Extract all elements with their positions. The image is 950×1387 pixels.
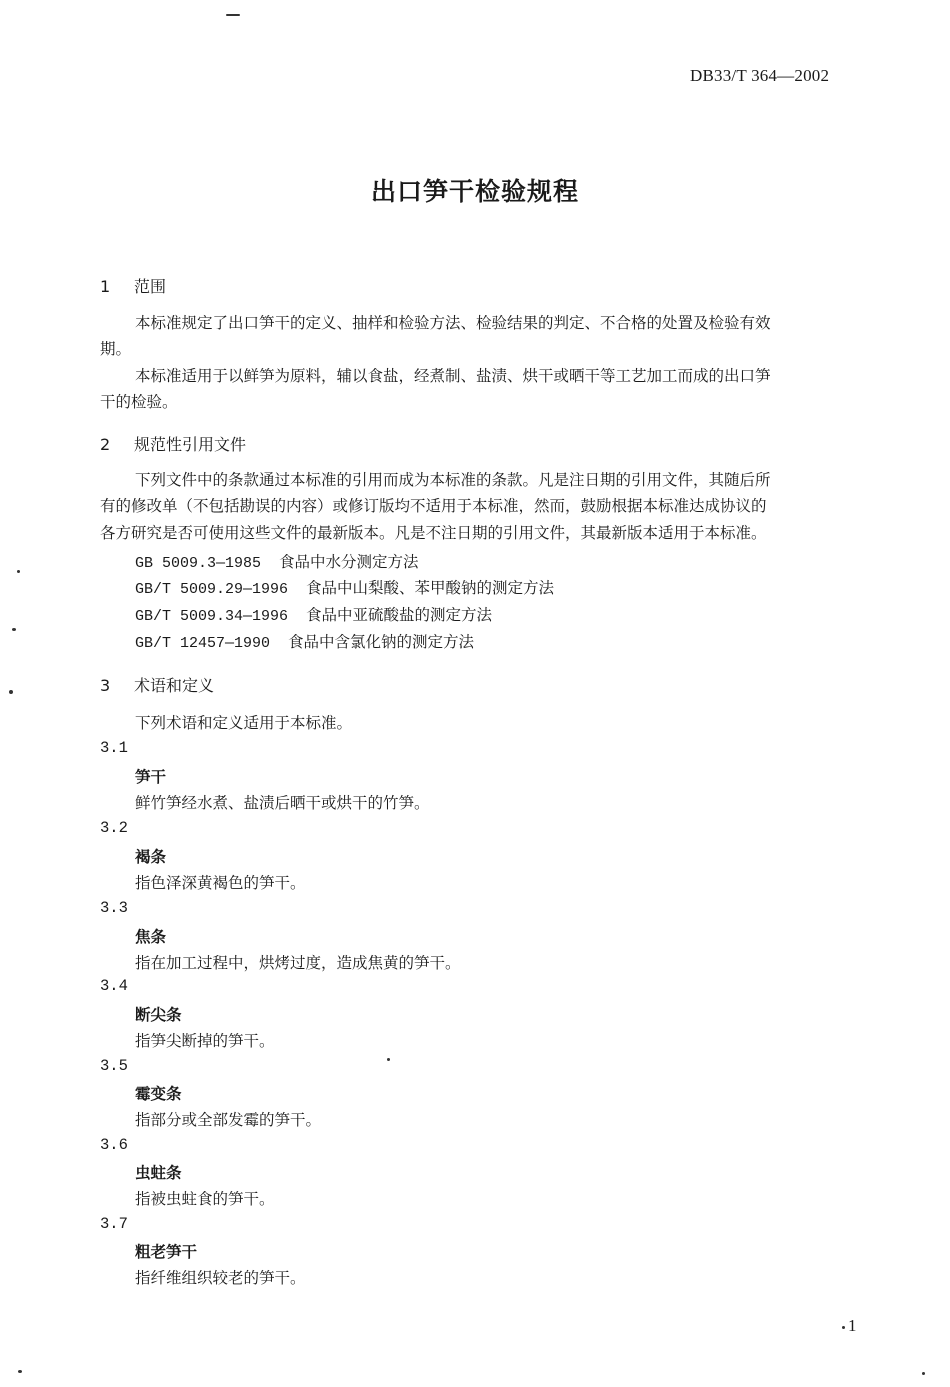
term-definition: 指部分或全部发霉的笋干。: [135, 1111, 322, 1129]
term-name: 粗老笋干: [135, 1243, 198, 1261]
section-heading-terms: [100, 673, 214, 696]
reference-code: GB 5009.3—1985: [135, 555, 262, 572]
scan-speck: [17, 570, 20, 573]
term-number: 3.1: [100, 739, 128, 757]
scan-speck: [842, 1326, 845, 1329]
section-heading-references: [100, 432, 246, 455]
document-code: DB33/T 364—2002: [690, 66, 830, 85]
reference-title: 食品中亚硫酸盐的测定方法: [306, 606, 493, 624]
scan-speck: [226, 14, 240, 16]
page-title: 出口笋干检验规程: [370, 177, 579, 206]
reference-item: [135, 550, 419, 572]
term-definition: 指笋尖断掉的笋干。: [135, 1032, 275, 1050]
section-title: 规范性引用文件: [134, 435, 247, 454]
term-number: 3.5: [100, 1057, 128, 1075]
paragraph-line: 干的检验。: [100, 393, 178, 411]
reference-item: [135, 630, 474, 652]
term-definition: 指被虫蛀食的笋干。: [135, 1190, 275, 1208]
scan-speck: [387, 1058, 390, 1061]
paragraph-line: 下列文件中的条款通过本标准的引用而成为本标准的条款。凡是注日期的引用文件，其随后所: [135, 471, 771, 489]
section-heading-scope: [100, 274, 166, 297]
section-number: 2: [100, 435, 111, 454]
term-name: 霉变条: [135, 1085, 182, 1103]
term-name: 虫蛀条: [135, 1164, 182, 1182]
reference-code: GB/T 5009.29—1996: [135, 581, 289, 598]
term-name: 断尖条: [135, 1006, 182, 1024]
term-number: 3.6: [100, 1136, 128, 1154]
term-definition: 鲜竹笋经水煮、盐渍后晒干或烘干的竹笋。: [135, 794, 430, 812]
term-name: 焦条: [135, 928, 167, 946]
reference-item: [135, 603, 492, 625]
paragraph-line: 本标准适用于以鲜笋为原料，辅以食盐，经煮制、盐渍、烘干或晒干等工艺加工而成的出口笋: [135, 367, 771, 385]
section-title: 范围: [134, 277, 167, 296]
reference-code: GB/T 12457—1990: [135, 635, 271, 652]
scan-speck: [922, 1372, 925, 1375]
section-title: 术语和定义: [134, 676, 215, 695]
term-name: 褐条: [135, 848, 167, 866]
paragraph-line: 各方研究是否可使用这些文件的最新版本。凡是不注日期的引用文件，其最新版本适用于本标准。: [100, 524, 767, 542]
reference-title: 食品中山梨酸、苯甲酸钠的测定方法: [306, 579, 555, 597]
scan-speck: [12, 628, 16, 631]
section-number: 3: [100, 676, 111, 695]
reference-title: 食品中含氯化钠的测定方法: [288, 633, 475, 651]
scan-speck: [18, 1370, 22, 1373]
reference-title: 食品中水分测定方法: [279, 553, 419, 571]
term-number: 3.4: [100, 977, 128, 995]
term-number: 3.2: [100, 819, 128, 837]
term-definition: 指纤维组织较老的笋干。: [135, 1269, 306, 1287]
terms-intro: 下列术语和定义适用于本标准。: [135, 714, 353, 732]
section-number: 1: [100, 277, 111, 296]
reference-item: [135, 576, 554, 598]
term-definition: 指色泽深黄褐色的笋干。: [135, 874, 306, 892]
term-number: 3.3: [100, 899, 128, 917]
paragraph-line: 期。: [100, 340, 132, 358]
scan-speck: [9, 690, 13, 694]
page-number: 1: [848, 1316, 857, 1335]
term-number: 3.7: [100, 1215, 128, 1233]
term-definition: 指在加工过程中，烘烤过度，造成焦黄的笋干。: [135, 954, 461, 972]
term-name: 笋干: [135, 768, 167, 786]
paragraph-line: 本标准规定了出口笋干的定义、抽样和检验方法、检验结果的判定、不合格的处置及检验有效: [135, 314, 771, 332]
paragraph-line: 有的修改单（不包括勘误的内容）或修订版均不适用于本标准，然而，鼓励根据本标准达成协议的: [100, 497, 767, 515]
reference-code: GB/T 5009.34—1996: [135, 608, 289, 625]
